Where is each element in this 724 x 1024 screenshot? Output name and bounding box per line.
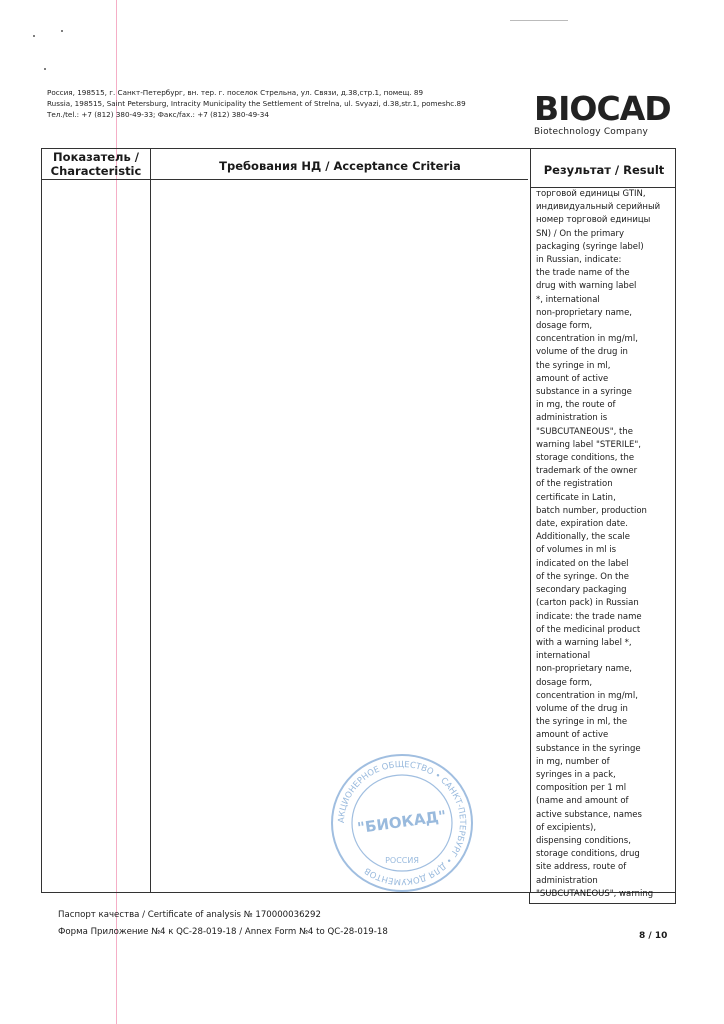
logo-subtitle: Biotechnology Company: [534, 127, 649, 137]
characteristic-header-ru: Показатель /: [53, 150, 139, 164]
result-line: drug with warning label: [536, 281, 637, 292]
result-line: substance in a syringe: [536, 387, 632, 398]
result-line: SN) / On the primary: [536, 228, 625, 239]
result-line: storage conditions, the: [536, 453, 635, 464]
result-line: "SUBCUTANEOUS", the: [536, 426, 634, 437]
biocad-logo: [534, 89, 674, 137]
page-number: 8 / 10: [639, 931, 668, 941]
result-line: substance in the syringe: [536, 743, 641, 754]
result-line: storage conditions, drug: [536, 849, 640, 860]
column-divider: [150, 149, 151, 892]
result-line: the trade name of the: [536, 268, 630, 279]
result-line: syringes in a pack,: [536, 769, 616, 780]
result-line: warning label "STERILE",: [536, 439, 641, 450]
result-line: concentration in mg/ml,: [536, 334, 638, 345]
result-line: batch number, production: [536, 505, 647, 516]
result-line: administration is: [536, 413, 608, 424]
result-line: *, international: [536, 294, 600, 305]
result-line: amount of active: [536, 373, 609, 384]
scan-speck: [61, 30, 63, 32]
result-line: номер торговой единицы: [536, 215, 651, 226]
result-line: the syringe in ml,: [536, 360, 611, 371]
address-ru: Россия, 198515, г. Санкт-Петербург, вн. тер. г. поселок Стрельна, ул. Связи, д.38,стр.1, помещ. 89: [47, 88, 424, 97]
company-stamp: [330, 753, 474, 893]
result-line: volume of the drug in: [536, 703, 628, 714]
phone-fax: Тел./tel.: +7 (812) 380-49-33; Факс/fax.: +7 (812) 380-49-34: [47, 110, 269, 119]
result-line: packaging (syringe label): [536, 241, 644, 252]
scan-line: [510, 20, 568, 21]
result-line: dispensing conditions,: [536, 835, 631, 846]
result-line: site address, route of: [536, 862, 627, 873]
result-line: of the registration: [536, 479, 613, 490]
form-reference: Форма Приложение №4 к QC-28-019-18 / Annex Form №4 to QC-28-019-18: [58, 927, 388, 937]
result-line: Additionally, the scale: [536, 532, 631, 543]
stamp-bottom-text: РОССИЯ: [385, 856, 419, 865]
result-line: (carton pack) in Russian: [536, 598, 639, 609]
result-text: [536, 188, 676, 901]
result-line: non-proprietary name,: [536, 307, 633, 318]
result-line: with a warning label *,: [536, 637, 632, 648]
acceptance-criteria-header: Требования НД / Acceptance Criteria: [219, 159, 461, 173]
result-line: of the medicinal product: [536, 624, 641, 635]
result-line: индивидуальный серийный: [536, 202, 661, 213]
result-line: certificate in Latin,: [536, 492, 616, 503]
result-line: secondary packaging: [536, 585, 627, 596]
result-line: volume of the drug in: [536, 347, 628, 358]
result-line: international: [536, 651, 591, 662]
result-line: date, expiration date.: [536, 519, 628, 530]
certificate-number: Паспорт качества / Certificate of analysis № 170000036292: [58, 910, 321, 920]
result-line: of volumes in ml is: [536, 545, 617, 556]
result-line: торговой единицы GTIN,: [536, 189, 646, 199]
result-line: in Russian, indicate:: [536, 255, 622, 266]
result-line: composition per 1 ml: [536, 783, 627, 794]
result-line: (name and amount of: [536, 796, 629, 807]
result-line: indicated on the label: [536, 558, 629, 569]
address-en: Russia, 198515, Saint Petersburg, Intracity Municipality the Settlement of Strelna, ul. Svyazi, d.38,str.1, pomeshc.89: [47, 99, 466, 108]
result-line: in mg, the route of: [536, 400, 616, 411]
logo-name: BIOCAD: [534, 89, 671, 128]
characteristic-header: [42, 150, 150, 178]
result-line: administration: [536, 875, 598, 886]
result-line: non-proprietary name,: [536, 664, 633, 675]
result-header: Результат / Result: [543, 163, 665, 177]
company-address: [47, 87, 466, 120]
result-line: amount of active: [536, 730, 609, 741]
result-line: trademark of the owner: [536, 466, 638, 477]
scan-speck: [33, 35, 35, 37]
result-line: in mg, number of: [536, 756, 610, 767]
result-line: dosage form,: [536, 321, 593, 332]
result-line: the syringe in ml, the: [536, 717, 628, 728]
characteristic-header-en: Characteristic: [50, 164, 142, 178]
stamp-center-text: "БИОКАД": [356, 806, 448, 838]
result-line: of excipients),: [536, 822, 597, 833]
result-line: dosage form,: [536, 677, 593, 688]
result-line: "SUBCUTANEOUS", warning: [536, 888, 654, 899]
stamp-ring-text: АКЦИОНЕРНОЕ ОБЩЕСТВО • САНКТ-ПЕТЕРБУРГ • ДЛЯ ДОКУМЕНТОВ: [336, 759, 468, 887]
column-divider: [530, 149, 531, 892]
result-line: indicate: the trade name: [536, 611, 642, 622]
result-line: concentration in mg/ml,: [536, 690, 638, 701]
header-divider: [42, 179, 528, 180]
result-line: of the syringe. On the: [536, 571, 630, 582]
result-line: active substance, names: [536, 809, 642, 820]
scan-speck: [44, 68, 46, 70]
